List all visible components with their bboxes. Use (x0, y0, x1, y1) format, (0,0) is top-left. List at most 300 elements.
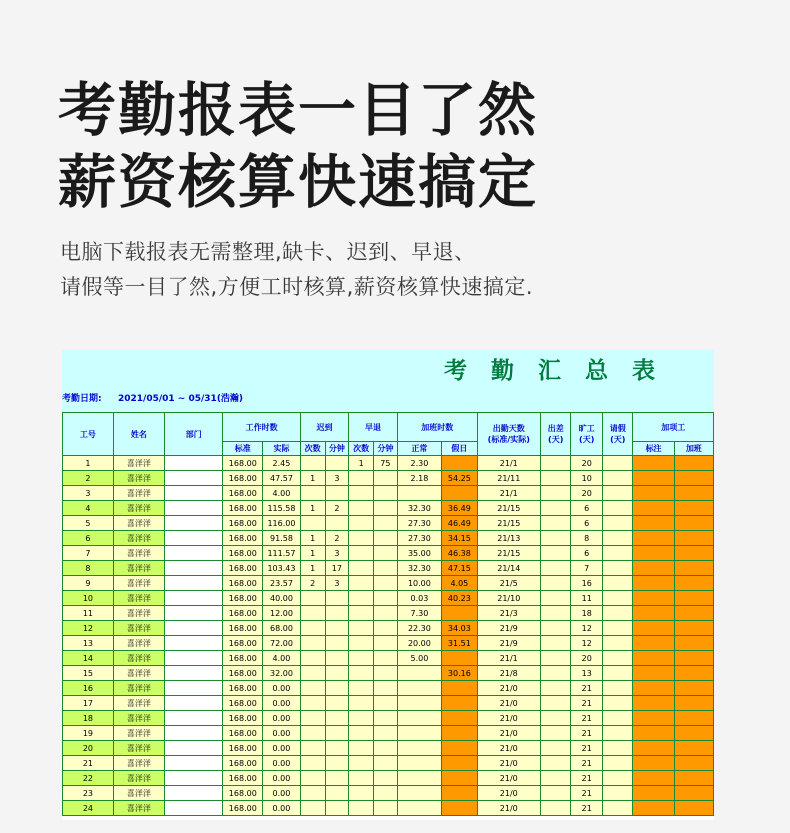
cell-name[interactable]: 喜洋洋 (113, 666, 164, 681)
cell-attend-days[interactable]: 21/14 (477, 561, 540, 576)
cell-extra-ot[interactable] (674, 561, 713, 576)
cell-attend-days[interactable]: 21/1 (477, 486, 540, 501)
cell-actual-hours[interactable]: 0.00 (263, 801, 301, 816)
cell-ot-normal[interactable] (397, 741, 441, 756)
cell-attend-days[interactable]: 21/1 (477, 651, 540, 666)
cell-ot-normal[interactable]: 27.30 (397, 516, 441, 531)
cell-attend-days[interactable]: 21/0 (477, 771, 540, 786)
cell-early-min[interactable]: 75 (374, 456, 398, 471)
cell-std-hours[interactable]: 168.00 (223, 801, 263, 816)
cell-late-min[interactable] (325, 516, 349, 531)
cell-early-min[interactable] (374, 681, 398, 696)
cell-late-count[interactable] (300, 651, 325, 666)
cell-early-count[interactable] (349, 516, 374, 531)
cell-actual-hours[interactable]: 0.00 (263, 696, 301, 711)
cell-business[interactable] (540, 546, 571, 561)
cell-ot-holiday[interactable]: 36.49 (442, 501, 478, 516)
cell-business[interactable] (540, 516, 571, 531)
cell-no[interactable]: 18 (63, 711, 114, 726)
cell-late-count[interactable] (300, 456, 325, 471)
cell-name[interactable]: 喜洋洋 (113, 591, 164, 606)
cell-attend-days[interactable]: 21/9 (477, 636, 540, 651)
cell-ot-holiday[interactable]: 40.23 (442, 591, 478, 606)
cell-business[interactable] (540, 756, 571, 771)
cell-ot-holiday[interactable]: 4.05 (442, 576, 478, 591)
cell-early-min[interactable] (374, 696, 398, 711)
cell-extra-mark[interactable] (633, 621, 674, 636)
cell-no[interactable]: 24 (63, 801, 114, 816)
cell-business[interactable] (540, 591, 571, 606)
cell-actual-hours[interactable]: 32.00 (263, 666, 301, 681)
cell-dept[interactable] (164, 651, 223, 666)
cell-early-min[interactable] (374, 531, 398, 546)
cell-std-hours[interactable]: 168.00 (223, 531, 263, 546)
cell-ot-holiday[interactable] (442, 456, 478, 471)
cell-late-min[interactable] (325, 771, 349, 786)
cell-extra-mark[interactable] (633, 516, 674, 531)
cell-late-count[interactable] (300, 696, 325, 711)
cell-no[interactable]: 10 (63, 591, 114, 606)
cell-early-min[interactable] (374, 771, 398, 786)
cell-absent[interactable]: 13 (571, 666, 602, 681)
cell-actual-hours[interactable]: 0.00 (263, 771, 301, 786)
cell-no[interactable]: 23 (63, 786, 114, 801)
cell-extra-ot[interactable] (674, 666, 713, 681)
cell-extra-ot[interactable] (674, 786, 713, 801)
cell-business[interactable] (540, 771, 571, 786)
cell-std-hours[interactable]: 168.00 (223, 696, 263, 711)
cell-late-min[interactable] (325, 786, 349, 801)
cell-no[interactable]: 21 (63, 756, 114, 771)
cell-name[interactable]: 喜洋洋 (113, 456, 164, 471)
cell-ot-holiday[interactable] (442, 801, 478, 816)
cell-actual-hours[interactable]: 91.58 (263, 531, 301, 546)
cell-early-count[interactable] (349, 726, 374, 741)
cell-ot-holiday[interactable]: 46.38 (442, 546, 478, 561)
cell-late-count[interactable]: 1 (300, 561, 325, 576)
cell-business[interactable] (540, 501, 571, 516)
cell-early-count[interactable] (349, 651, 374, 666)
cell-ot-normal[interactable]: 5.00 (397, 651, 441, 666)
cell-late-count[interactable]: 1 (300, 531, 325, 546)
cell-ot-normal[interactable]: 32.30 (397, 561, 441, 576)
cell-early-min[interactable] (374, 486, 398, 501)
cell-dept[interactable] (164, 696, 223, 711)
cell-late-min[interactable] (325, 801, 349, 816)
cell-late-count[interactable] (300, 711, 325, 726)
cell-dept[interactable] (164, 471, 223, 486)
cell-absent[interactable]: 21 (571, 756, 602, 771)
cell-extra-mark[interactable] (633, 801, 674, 816)
cell-late-count[interactable] (300, 516, 325, 531)
cell-dept[interactable] (164, 531, 223, 546)
cell-attend-days[interactable]: 21/5 (477, 576, 540, 591)
cell-name[interactable]: 喜洋洋 (113, 516, 164, 531)
cell-ot-normal[interactable]: 10.00 (397, 576, 441, 591)
cell-early-min[interactable] (374, 606, 398, 621)
cell-absent[interactable]: 6 (571, 516, 602, 531)
cell-leave[interactable] (602, 486, 633, 501)
cell-extra-ot[interactable] (674, 456, 713, 471)
cell-dept[interactable] (164, 591, 223, 606)
cell-late-min[interactable] (325, 666, 349, 681)
cell-leave[interactable] (602, 471, 633, 486)
cell-late-count[interactable] (300, 786, 325, 801)
cell-ot-holiday[interactable]: 30.16 (442, 666, 478, 681)
cell-name[interactable]: 喜洋洋 (113, 651, 164, 666)
cell-leave[interactable] (602, 711, 633, 726)
cell-no[interactable]: 3 (63, 486, 114, 501)
cell-std-hours[interactable]: 168.00 (223, 486, 263, 501)
cell-extra-ot[interactable] (674, 711, 713, 726)
cell-early-count[interactable] (349, 621, 374, 636)
cell-business[interactable] (540, 471, 571, 486)
cell-actual-hours[interactable]: 0.00 (263, 726, 301, 741)
cell-early-min[interactable] (374, 546, 398, 561)
cell-absent[interactable]: 20 (571, 486, 602, 501)
cell-extra-ot[interactable] (674, 486, 713, 501)
cell-ot-holiday[interactable] (442, 726, 478, 741)
cell-attend-days[interactable]: 21/0 (477, 801, 540, 816)
cell-early-count[interactable] (349, 771, 374, 786)
cell-ot-holiday[interactable]: 47.15 (442, 561, 478, 576)
cell-late-min[interactable]: 2 (325, 531, 349, 546)
cell-ot-normal[interactable]: 35.00 (397, 546, 441, 561)
cell-std-hours[interactable]: 168.00 (223, 711, 263, 726)
cell-actual-hours[interactable]: 47.57 (263, 471, 301, 486)
cell-attend-days[interactable]: 21/15 (477, 516, 540, 531)
cell-actual-hours[interactable]: 111.57 (263, 546, 301, 561)
cell-actual-hours[interactable]: 116.00 (263, 516, 301, 531)
cell-business[interactable] (540, 726, 571, 741)
cell-early-min[interactable] (374, 786, 398, 801)
cell-business[interactable] (540, 651, 571, 666)
cell-no[interactable]: 7 (63, 546, 114, 561)
cell-attend-days[interactable]: 21/0 (477, 756, 540, 771)
cell-late-count[interactable]: 2 (300, 576, 325, 591)
cell-ot-normal[interactable]: 20.00 (397, 636, 441, 651)
cell-business[interactable] (540, 606, 571, 621)
cell-late-min[interactable] (325, 636, 349, 651)
cell-name[interactable]: 喜洋洋 (113, 741, 164, 756)
cell-ot-normal[interactable] (397, 756, 441, 771)
cell-attend-days[interactable]: 21/0 (477, 711, 540, 726)
cell-late-count[interactable] (300, 756, 325, 771)
cell-absent[interactable]: 20 (571, 651, 602, 666)
cell-no[interactable]: 5 (63, 516, 114, 531)
cell-early-min[interactable] (374, 801, 398, 816)
cell-name[interactable]: 喜洋洋 (113, 621, 164, 636)
cell-ot-normal[interactable] (397, 666, 441, 681)
cell-early-count[interactable] (349, 591, 374, 606)
cell-early-count[interactable] (349, 756, 374, 771)
cell-ot-holiday[interactable] (442, 741, 478, 756)
cell-actual-hours[interactable]: 0.00 (263, 756, 301, 771)
cell-early-count[interactable] (349, 801, 374, 816)
cell-early-count[interactable] (349, 576, 374, 591)
cell-absent[interactable]: 21 (571, 786, 602, 801)
cell-absent[interactable]: 11 (571, 591, 602, 606)
cell-attend-days[interactable]: 21/0 (477, 786, 540, 801)
cell-name[interactable]: 喜洋洋 (113, 636, 164, 651)
cell-late-min[interactable] (325, 651, 349, 666)
cell-no[interactable]: 19 (63, 726, 114, 741)
cell-absent[interactable]: 12 (571, 636, 602, 651)
cell-extra-mark[interactable] (633, 666, 674, 681)
cell-late-min[interactable] (325, 696, 349, 711)
cell-leave[interactable] (602, 516, 633, 531)
cell-ot-normal[interactable] (397, 696, 441, 711)
cell-extra-mark[interactable] (633, 606, 674, 621)
cell-absent[interactable]: 21 (571, 801, 602, 816)
cell-ot-holiday[interactable] (442, 711, 478, 726)
cell-dept[interactable] (164, 666, 223, 681)
cell-extra-mark[interactable] (633, 681, 674, 696)
cell-dept[interactable] (164, 771, 223, 786)
cell-extra-mark[interactable] (633, 726, 674, 741)
cell-business[interactable] (540, 531, 571, 546)
cell-extra-ot[interactable] (674, 546, 713, 561)
cell-std-hours[interactable]: 168.00 (223, 561, 263, 576)
cell-early-min[interactable] (374, 576, 398, 591)
cell-dept[interactable] (164, 606, 223, 621)
cell-extra-ot[interactable] (674, 621, 713, 636)
cell-late-count[interactable] (300, 636, 325, 651)
cell-attend-days[interactable]: 21/15 (477, 501, 540, 516)
cell-late-count[interactable] (300, 726, 325, 741)
cell-leave[interactable] (602, 666, 633, 681)
cell-ot-normal[interactable] (397, 801, 441, 816)
cell-early-min[interactable] (374, 636, 398, 651)
cell-late-count[interactable]: 1 (300, 501, 325, 516)
cell-early-min[interactable] (374, 591, 398, 606)
cell-business[interactable] (540, 711, 571, 726)
cell-extra-mark[interactable] (633, 501, 674, 516)
cell-extra-mark[interactable] (633, 471, 674, 486)
cell-extra-ot[interactable] (674, 636, 713, 651)
cell-std-hours[interactable]: 168.00 (223, 606, 263, 621)
cell-dept[interactable] (164, 711, 223, 726)
cell-absent[interactable]: 12 (571, 621, 602, 636)
cell-extra-ot[interactable] (674, 591, 713, 606)
cell-name[interactable]: 喜洋洋 (113, 576, 164, 591)
cell-ot-normal[interactable] (397, 726, 441, 741)
cell-leave[interactable] (602, 741, 633, 756)
cell-no[interactable]: 15 (63, 666, 114, 681)
cell-ot-normal[interactable] (397, 486, 441, 501)
cell-std-hours[interactable]: 168.00 (223, 546, 263, 561)
cell-early-min[interactable] (374, 501, 398, 516)
cell-late-count[interactable] (300, 606, 325, 621)
cell-leave[interactable] (602, 501, 633, 516)
cell-early-count[interactable] (349, 711, 374, 726)
cell-actual-hours[interactable]: 2.45 (263, 456, 301, 471)
cell-extra-ot[interactable] (674, 651, 713, 666)
cell-extra-mark[interactable] (633, 561, 674, 576)
cell-ot-holiday[interactable] (442, 486, 478, 501)
cell-ot-holiday[interactable] (442, 786, 478, 801)
cell-late-min[interactable] (325, 726, 349, 741)
cell-extra-mark[interactable] (633, 576, 674, 591)
cell-early-min[interactable] (374, 561, 398, 576)
cell-dept[interactable] (164, 801, 223, 816)
cell-early-count[interactable] (349, 681, 374, 696)
cell-early-count[interactable] (349, 786, 374, 801)
cell-early-count[interactable] (349, 636, 374, 651)
cell-no[interactable]: 2 (63, 471, 114, 486)
cell-early-count[interactable] (349, 546, 374, 561)
cell-extra-mark[interactable] (633, 456, 674, 471)
cell-dept[interactable] (164, 726, 223, 741)
cell-late-count[interactable] (300, 801, 325, 816)
cell-ot-holiday[interactable] (442, 771, 478, 786)
cell-early-min[interactable] (374, 726, 398, 741)
cell-extra-ot[interactable] (674, 741, 713, 756)
cell-ot-holiday[interactable]: 34.03 (442, 621, 478, 636)
cell-name[interactable]: 喜洋洋 (113, 681, 164, 696)
cell-early-count[interactable] (349, 486, 374, 501)
cell-late-count[interactable] (300, 621, 325, 636)
cell-name[interactable]: 喜洋洋 (113, 546, 164, 561)
cell-name[interactable]: 喜洋洋 (113, 486, 164, 501)
cell-early-min[interactable] (374, 516, 398, 531)
cell-leave[interactable] (602, 561, 633, 576)
cell-name[interactable]: 喜洋洋 (113, 711, 164, 726)
cell-actual-hours[interactable]: 0.00 (263, 711, 301, 726)
cell-business[interactable] (540, 786, 571, 801)
cell-business[interactable] (540, 621, 571, 636)
cell-late-min[interactable] (325, 711, 349, 726)
cell-leave[interactable] (602, 681, 633, 696)
cell-extra-mark[interactable] (633, 591, 674, 606)
cell-ot-holiday[interactable]: 34.15 (442, 531, 478, 546)
cell-actual-hours[interactable]: 4.00 (263, 651, 301, 666)
cell-std-hours[interactable]: 168.00 (223, 741, 263, 756)
cell-dept[interactable] (164, 621, 223, 636)
cell-attend-days[interactable]: 21/13 (477, 531, 540, 546)
cell-absent[interactable]: 6 (571, 546, 602, 561)
cell-leave[interactable] (602, 771, 633, 786)
cell-extra-ot[interactable] (674, 531, 713, 546)
cell-ot-holiday[interactable] (442, 606, 478, 621)
cell-business[interactable] (540, 561, 571, 576)
cell-extra-mark[interactable] (633, 741, 674, 756)
cell-attend-days[interactable]: 21/11 (477, 471, 540, 486)
cell-ot-normal[interactable] (397, 786, 441, 801)
cell-extra-ot[interactable] (674, 756, 713, 771)
cell-late-count[interactable] (300, 771, 325, 786)
cell-dept[interactable] (164, 561, 223, 576)
cell-extra-ot[interactable] (674, 771, 713, 786)
cell-ot-holiday[interactable] (442, 756, 478, 771)
cell-early-count[interactable] (349, 696, 374, 711)
cell-early-min[interactable] (374, 471, 398, 486)
cell-no[interactable]: 20 (63, 741, 114, 756)
cell-absent[interactable]: 20 (571, 456, 602, 471)
cell-attend-days[interactable]: 21/0 (477, 741, 540, 756)
cell-leave[interactable] (602, 576, 633, 591)
cell-actual-hours[interactable]: 72.00 (263, 636, 301, 651)
cell-extra-mark[interactable] (633, 486, 674, 501)
cell-extra-mark[interactable] (633, 771, 674, 786)
cell-absent[interactable]: 18 (571, 606, 602, 621)
cell-ot-holiday[interactable] (442, 651, 478, 666)
cell-business[interactable] (540, 666, 571, 681)
cell-ot-normal[interactable]: 2.18 (397, 471, 441, 486)
cell-std-hours[interactable]: 168.00 (223, 681, 263, 696)
cell-std-hours[interactable]: 168.00 (223, 576, 263, 591)
cell-ot-normal[interactable]: 22.30 (397, 621, 441, 636)
cell-leave[interactable] (602, 621, 633, 636)
cell-early-min[interactable] (374, 651, 398, 666)
cell-absent[interactable]: 21 (571, 681, 602, 696)
cell-ot-holiday[interactable]: 54.25 (442, 471, 478, 486)
cell-early-min[interactable] (374, 756, 398, 771)
cell-business[interactable] (540, 636, 571, 651)
cell-dept[interactable] (164, 516, 223, 531)
cell-early-min[interactable] (374, 741, 398, 756)
cell-actual-hours[interactable]: 103.43 (263, 561, 301, 576)
cell-extra-ot[interactable] (674, 606, 713, 621)
cell-dept[interactable] (164, 456, 223, 471)
cell-std-hours[interactable]: 168.00 (223, 786, 263, 801)
cell-late-min[interactable] (325, 741, 349, 756)
cell-absent[interactable]: 21 (571, 726, 602, 741)
cell-no[interactable]: 11 (63, 606, 114, 621)
cell-early-count[interactable]: 1 (349, 456, 374, 471)
cell-late-count[interactable] (300, 741, 325, 756)
cell-name[interactable]: 喜洋洋 (113, 756, 164, 771)
cell-name[interactable]: 喜洋洋 (113, 606, 164, 621)
cell-actual-hours[interactable]: 40.00 (263, 591, 301, 606)
cell-name[interactable]: 喜洋洋 (113, 771, 164, 786)
cell-late-min[interactable]: 3 (325, 576, 349, 591)
cell-late-count[interactable] (300, 591, 325, 606)
cell-std-hours[interactable]: 168.00 (223, 771, 263, 786)
cell-std-hours[interactable]: 168.00 (223, 666, 263, 681)
cell-late-count[interactable] (300, 666, 325, 681)
cell-late-count[interactable] (300, 681, 325, 696)
cell-late-min[interactable] (325, 591, 349, 606)
cell-no[interactable]: 6 (63, 531, 114, 546)
cell-leave[interactable] (602, 636, 633, 651)
cell-business[interactable] (540, 486, 571, 501)
cell-absent[interactable]: 21 (571, 696, 602, 711)
cell-leave[interactable] (602, 456, 633, 471)
cell-absent[interactable]: 10 (571, 471, 602, 486)
cell-dept[interactable] (164, 546, 223, 561)
cell-attend-days[interactable]: 21/0 (477, 681, 540, 696)
cell-late-min[interactable] (325, 486, 349, 501)
cell-no[interactable]: 17 (63, 696, 114, 711)
cell-absent[interactable]: 21 (571, 771, 602, 786)
cell-leave[interactable] (602, 546, 633, 561)
cell-dept[interactable] (164, 501, 223, 516)
cell-no[interactable]: 4 (63, 501, 114, 516)
cell-business[interactable] (540, 741, 571, 756)
cell-dept[interactable] (164, 681, 223, 696)
cell-early-min[interactable] (374, 621, 398, 636)
cell-absent[interactable]: 16 (571, 576, 602, 591)
cell-no[interactable]: 16 (63, 681, 114, 696)
cell-leave[interactable] (602, 756, 633, 771)
cell-name[interactable]: 喜洋洋 (113, 501, 164, 516)
cell-no[interactable]: 12 (63, 621, 114, 636)
cell-actual-hours[interactable]: 0.00 (263, 681, 301, 696)
cell-no[interactable]: 8 (63, 561, 114, 576)
cell-actual-hours[interactable]: 0.00 (263, 786, 301, 801)
cell-extra-mark[interactable] (633, 711, 674, 726)
